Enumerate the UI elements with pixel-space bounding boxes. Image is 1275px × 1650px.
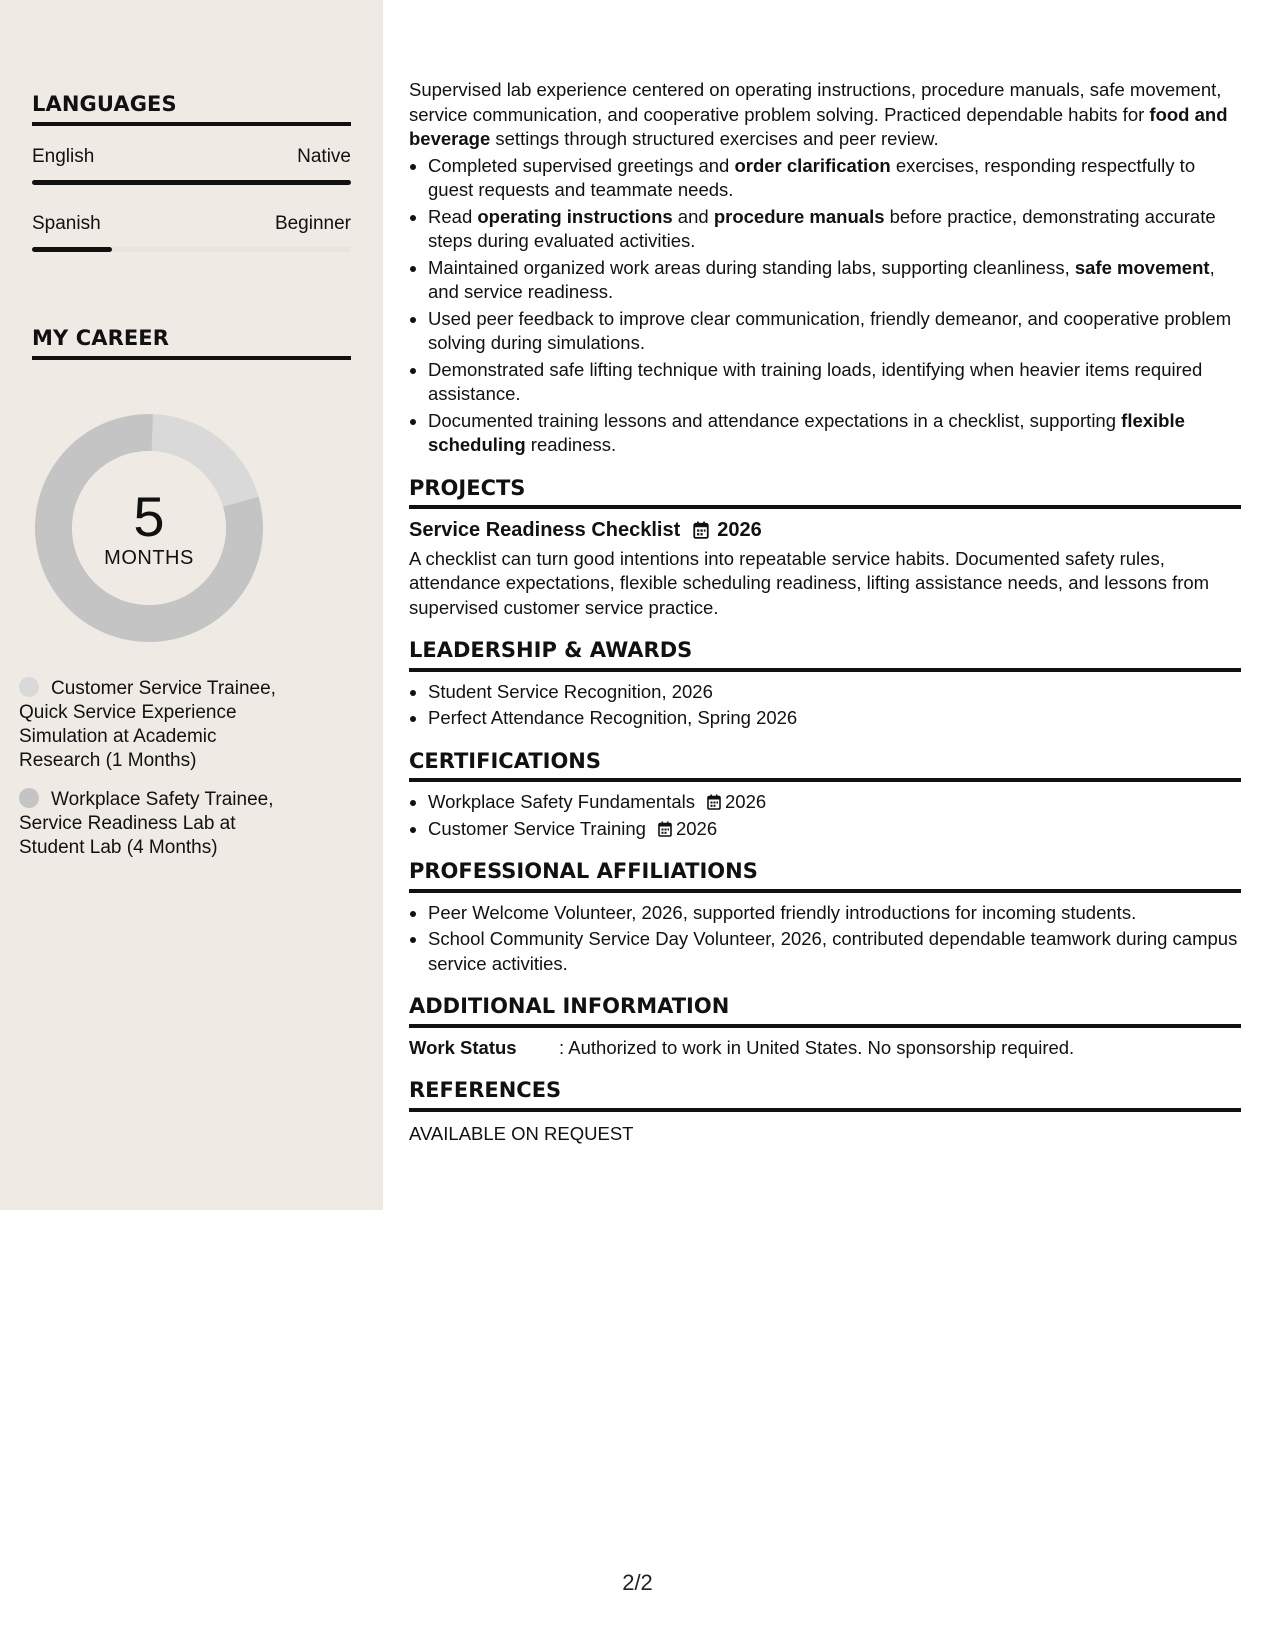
bold-text-run: safe movement: [1074, 256, 1210, 278]
experience-bullet: [428, 256, 1241, 305]
text-run: settings through structured exercises and peer review.: [490, 128, 939, 149]
experience-bullet: [428, 307, 1241, 356]
project-description: A checklist can turn good intentions into repeatable service habits. Documented safety rules, attendance expectations, flexible scheduling readiness, lifting assistance needs, and lessons from supervised customer service practice.: [409, 547, 1210, 618]
career-legend-dot: [19, 788, 39, 808]
bold-text-run: operating instructions: [477, 205, 673, 227]
text-run: Used peer feedback to improve clear communication, friendly demeanor, and cooperative problem solving during simulations.: [428, 307, 1232, 353]
affiliation-item: • School Community Service Day Volunteer, 2026, contributed dependable teamwork during campus service activities.: [428, 927, 1241, 976]
text-run: before practice, demonstrating accurate steps during evaluated activities.: [428, 205, 1216, 251]
language-spanish: [32, 213, 351, 252]
experience-summary: [409, 78, 1241, 152]
affiliation-item: • Peer Welcome Volunteer, 2026, supported friendly introductions for incoming students.: [428, 901, 1241, 926]
calendar-icon: [707, 794, 721, 810]
language-english: [32, 146, 351, 185]
bold-text-run: order clarification: [734, 154, 891, 176]
career-item: [19, 677, 299, 773]
text-run: readiness.: [525, 434, 617, 455]
calendar-icon: [658, 821, 672, 837]
experience-bullet: [428, 358, 1241, 407]
work-status-row: [409, 1036, 1241, 1061]
languages-heading: LANGUAGES: [32, 92, 351, 126]
experience-bullet: [428, 154, 1241, 203]
career-list: [19, 677, 299, 875]
language-proficiency-fill: [32, 247, 112, 252]
certification-name: Customer Service Training: [428, 817, 646, 839]
career-donut-chart: [35, 414, 263, 642]
career-item-text: Customer Service Trainee, Quick Service Experience Simulation at Academic Research (1 Months): [19, 678, 276, 771]
career-legend-dot: [19, 677, 39, 697]
language-row: [32, 213, 351, 235]
language-proficiency-fill: [32, 180, 351, 185]
bold-text-run: food and beverage: [409, 103, 1228, 149]
language-row: [32, 146, 351, 168]
text-run: and: [672, 205, 714, 227]
leadership-list: [409, 680, 1241, 731]
text-run: Demonstrated safe lifting technique with training loads, identifying when heavier items required assistance.: [428, 358, 1203, 404]
certification-year: 2026: [675, 817, 718, 839]
projects-heading: PROJECTS: [409, 476, 1241, 510]
certification-item: [428, 790, 1241, 815]
career-total-number: 5: [133, 484, 165, 548]
language-name: Spanish: [32, 213, 101, 234]
references-text: AVAILABLE ON REQUEST: [409, 1122, 634, 1144]
career-total-unit: MONTHS: [104, 546, 194, 569]
career-item-text: Workplace Safety Trainee, Service Readiness Lab at Student Lab (4 Months): [19, 789, 274, 858]
experience-bullet: [428, 205, 1241, 254]
work-status-value: : Authorized to work in United States. No sponsorship required.: [559, 1036, 1075, 1058]
experience-bullets: [409, 154, 1241, 458]
language-proficiency-bar: [32, 180, 351, 185]
text-run: Supervised lab experience centered on operating instructions, procedure manuals, safe movement, service communication, and cooperative problem solving. Practiced dependable habits for: [409, 79, 1222, 125]
project-title: Service Readiness Checklist: [409, 519, 681, 541]
language-level: Native: [297, 146, 351, 167]
work-status-label: Work Status: [409, 1036, 517, 1058]
bold-text-run: flexible scheduling: [428, 409, 1185, 455]
certification-item: [428, 817, 1241, 842]
text-run: Maintained organized work areas during standing labs, supporting cleanliness,: [428, 256, 1075, 278]
main-content: [409, 78, 1241, 1146]
leadership-item: • Perfect Attendance Recognition, Spring 2026: [428, 706, 1241, 731]
additional-info-heading: ADDITIONAL INFORMATION: [409, 994, 1241, 1028]
affiliations-list: [409, 901, 1241, 977]
calendar-icon: [693, 521, 709, 539]
career-total: [35, 414, 263, 642]
leadership-heading: LEADERSHIP & AWARDS: [409, 638, 1241, 672]
text-run: Completed supervised greetings and: [428, 154, 735, 176]
sidebar: [0, 0, 383, 1210]
certification-name: Workplace Safety Fundamentals: [428, 791, 696, 812]
certifications-heading: CERTIFICATIONS: [409, 749, 1241, 783]
bold-text-run: procedure manuals: [713, 205, 885, 227]
text-run: , and service readiness.: [428, 256, 1215, 302]
language-level: Beginner: [274, 213, 351, 234]
language-name: English: [32, 146, 95, 167]
project-year: 2026: [717, 519, 762, 541]
leadership-item: • Student Service Recognition, 2026: [428, 680, 1241, 705]
sidebar-content: [32, 0, 351, 360]
project-title-row: [409, 518, 1241, 543]
affiliations-heading: PROFESSIONAL AFFILIATIONS: [409, 859, 1241, 893]
career-item: [19, 788, 299, 860]
page-number: 2/2: [622, 1570, 653, 1595]
career-heading: MY CAREER: [32, 326, 351, 360]
certifications-list: [409, 790, 1241, 841]
text-run: exercises, responding respectfully to guest requests and teammate needs.: [428, 154, 1196, 200]
experience-bullet: [428, 409, 1241, 458]
text-run: Read: [428, 205, 478, 227]
references-heading: REFERENCES: [409, 1078, 1241, 1112]
certification-year: 2026: [725, 791, 767, 812]
language-proficiency-bar: [32, 247, 351, 252]
text-run: Documented training lessons and attendance expectations in a checklist, supporting: [428, 409, 1122, 431]
